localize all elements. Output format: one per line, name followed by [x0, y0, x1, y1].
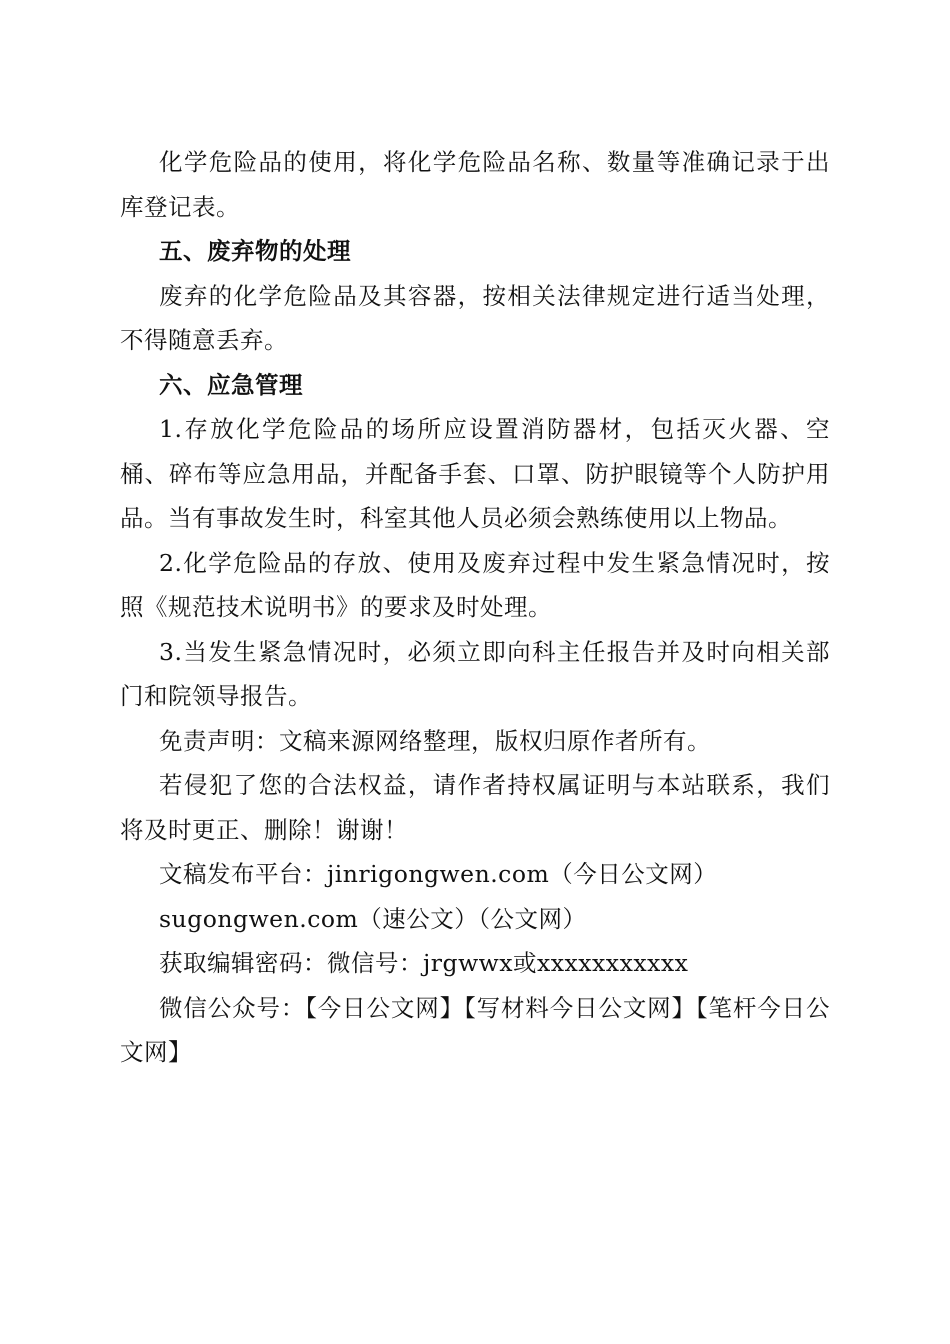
- edit-password-info: 获取编辑密码：微信号：jrgwwx或xxxxxxxxxxx: [159, 949, 689, 977]
- disclaimer-text: 免责声明：文稿来源网络整理，版权归原作者所有。: [159, 726, 711, 755]
- paragraph-waste-disposal: 废弃的化学危险品及其容器，按相关法律规定进行适当处理，不得随意丢弃。: [120, 281, 830, 354]
- emergency-item-1: 1.存放化学危险品的场所应设置消防器材，包括灭火器、空桶、碎布等应急用品，并配备手套、口罩、防护眼镜等个人防护用品。当有事故发生时，科室其他人员必须会熟练使用以上物品。: [120, 415, 830, 532]
- heading-waste-disposal: 五、废弃物的处理: [159, 237, 351, 265]
- sugongwen-site: sugongwen.com（速公文）（公文网）: [159, 904, 587, 933]
- infringement-notice: 若侵犯了您的合法权益，请作者持权属证明与本站联系，我们将及时更正、删除！谢谢！: [120, 771, 830, 844]
- publish-platform: 文稿发布平台：jinrigongwen.com（今日公文网）: [159, 860, 718, 888]
- document-body: [120, 140, 830, 1075]
- emergency-item-2: 2.化学危险品的存放、使用及废弃过程中发生紧急情况时，按照《规范技术说明书》的要求及时处理。: [120, 548, 830, 621]
- paragraph-usage-record: 化学危险品的使用，将化学危险品名称、数量等准确记录于出库登记表。: [120, 148, 830, 221]
- heading-emergency-management: 六、应急管理: [159, 370, 303, 399]
- wechat-accounts: 微信公众号：【今日公文网】【写材料今日公文网】【笔杆今日公文网】: [120, 993, 830, 1066]
- emergency-item-3: 3.当发生紧急情况时，必须立即向科主任报告并及时向相关部门和院领导报告。: [120, 637, 830, 710]
